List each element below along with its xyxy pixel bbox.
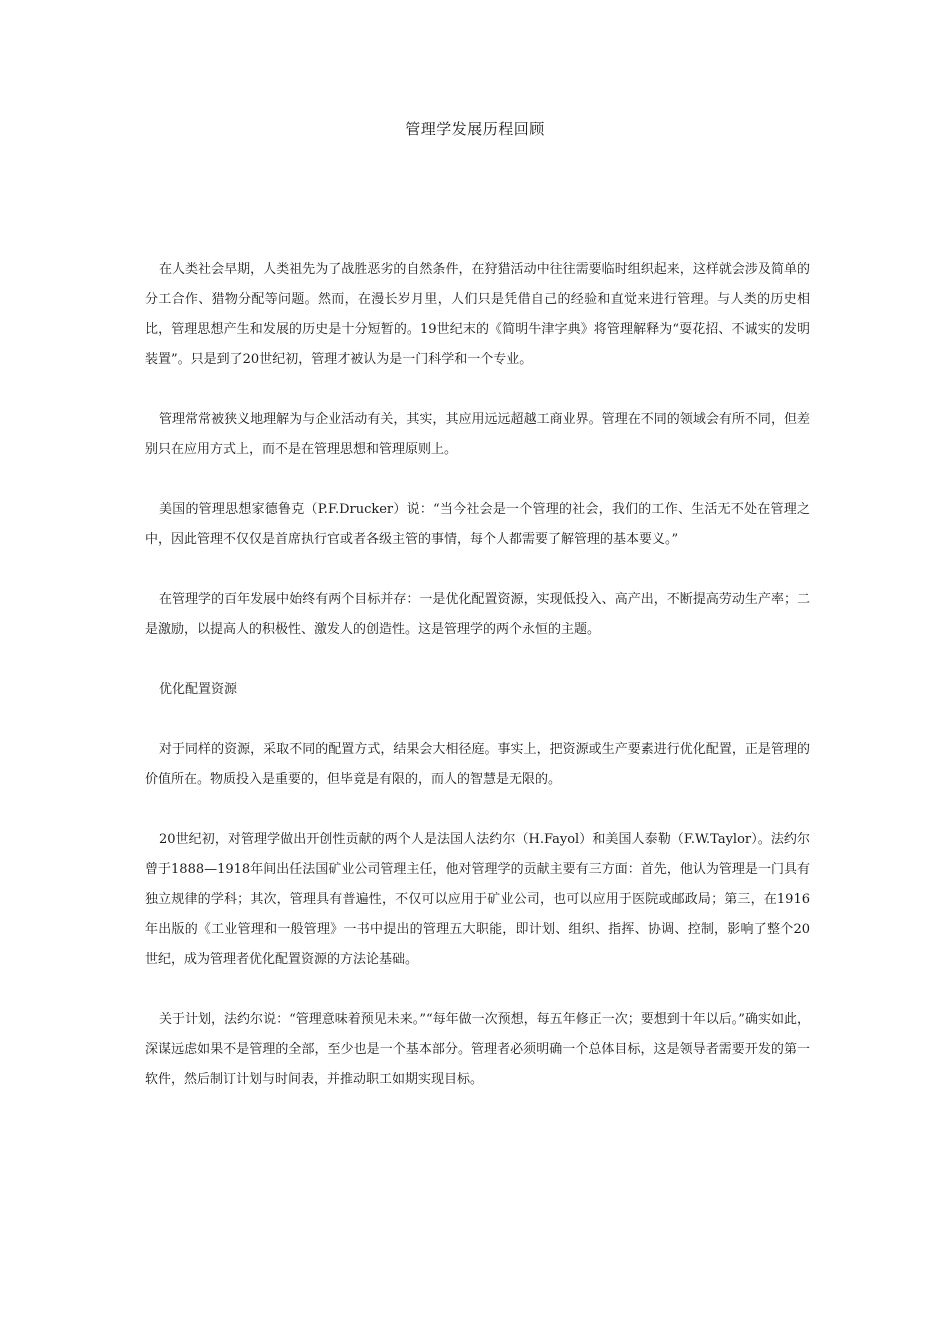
- paragraph-planning: 关于计划，法约尔说：“管理意味着预见未来。”“每年做一次预想，每五年修正一次；要想到十年以后。”确实如此，深谋远虑如果不是管理的全部，至少也是一个基本部分。管理者必须明确一个总体目标，这是领导者需要开发的第一软件，然后制订计划与时间表，并推动职工如期实现目标。: [145, 1012, 810, 1087]
- document-title: 管理学发展历程回顾: [405, 120, 545, 138]
- paragraph-early-history: 在人类社会早期，人类祖先为了战胜恶劣的自然条件，在狩猎活动中往往需要临时组织起来，这样就会涉及简单的分工合作、猎物分配等问题。然而，在漫长岁月里，人们只是凭借自己的经验和直觉来进行管理。与人类的历史相比，管理思想产生和发展的历史是十分短暂的。19世纪末的《简明牛津字典》将管理解释为“耍花招、不诚实的发明装置”。只是到了20世纪初，管理才被认为是一门科学和一个专业。: [145, 262, 810, 367]
- paragraph-two-goals: 在管理学的百年发展中始终有两个目标并存：一是优化配置资源，实现低投入、高产出，不断提高劳动生产率；二是激励，以提高人的积极性、激发人的创造性。这是管理学的两个永恒的主题。: [145, 592, 810, 637]
- document-body: [145, 255, 810, 1095]
- section-heading-resource-allocation: 优化配置资源: [159, 682, 238, 697]
- paragraph-management-scope: 管理常常被狭义地理解为与企业活动有关，其实，其应用远远超越工商业界。管理在不同的领域会有所不同，但差别只在应用方式上，而不是在管理思想和管理原则上。: [145, 412, 810, 457]
- paragraph-resource-value: 对于同样的资源，采取不同的配置方式，结果会大相径庭。事实上，把资源或生产要素进行优化配置，正是管理的价值所在。物质投入是重要的，但毕竟是有限的，而人的智慧是无限的。: [145, 742, 810, 787]
- paragraph-drucker-quote: 美国的管理思想家德鲁克（P.F.Drucker）说：“当今社会是一个管理的社会，我们的工作、生活无不处在管理之中，因此管理不仅仅是首席执行官或者各级主管的事情，每个人都需要了解管理的基本要义。”: [145, 502, 810, 547]
- paragraph-fayol-taylor: 20世纪初，对管理学做出开创性贡献的两个人是法国人法约尔（H.Fayol）和美国人泰勒（F.W.Taylor）。法约尔曾于1888—1918年间出任法国矿业公司管理主任，他对管理学的贡献主要有三方面：首先，他认为管理是一门具有独立规律的学科；其次，管理具有普遍性，不仅可以应用于矿业公司，也可以应用于医院或邮政局；第三，在1916年出版的《工业管理和一般管理》一书中提出的管理五大职能，即计划、组织、指挥、协调、控制，影响了整个20世纪，成为管理者优化配置资源的方法论基础。: [145, 832, 810, 967]
